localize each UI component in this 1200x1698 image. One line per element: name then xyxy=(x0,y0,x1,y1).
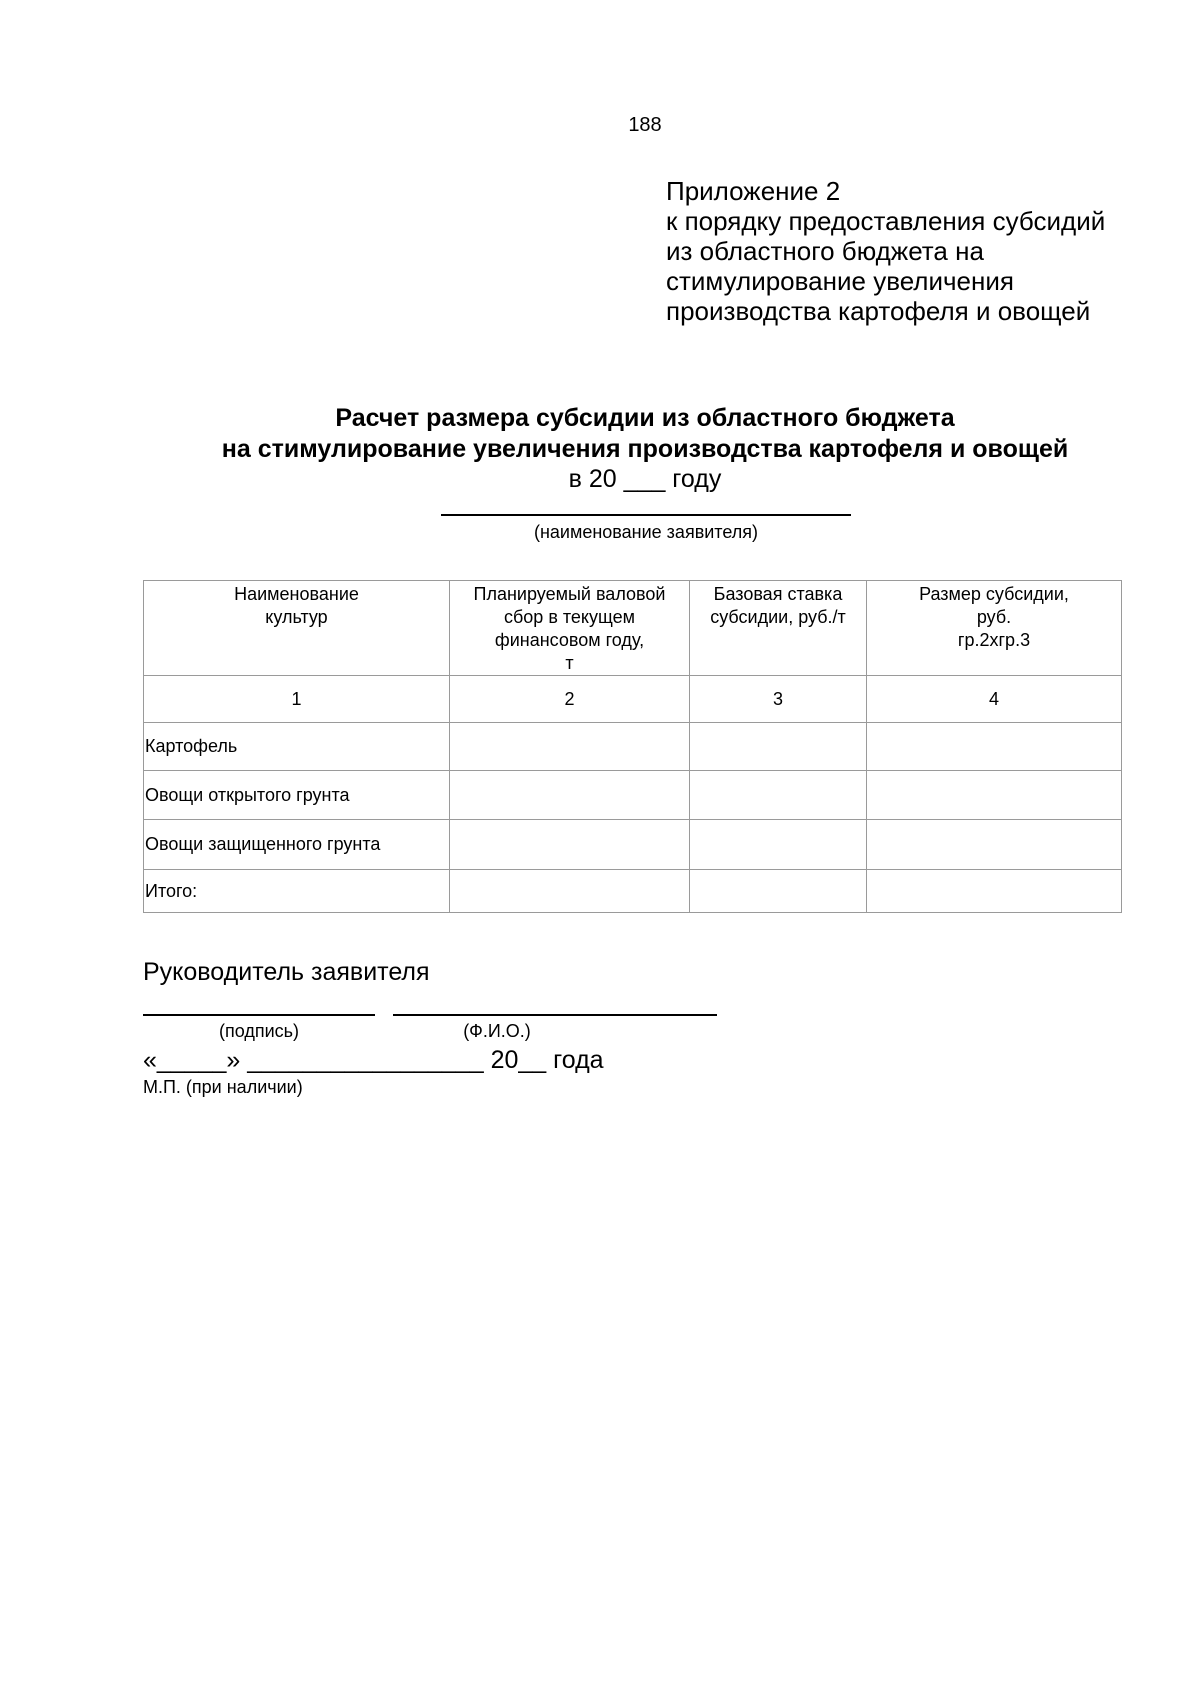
base-rate-cell[interactable] xyxy=(690,820,867,870)
subsidy-amount-cell[interactable] xyxy=(867,723,1122,771)
date-line: «_____» _________________ 20__ года xyxy=(143,1046,604,1074)
crop-name-cell: Итого: xyxy=(144,870,450,913)
crop-name-cell: Овощи защищенного грунта xyxy=(144,820,450,870)
appendix-line: к порядку предоставления субсидий xyxy=(666,206,1106,236)
table-header-row xyxy=(144,581,1122,676)
base-rate-cell[interactable] xyxy=(690,771,867,820)
base-rate-cell[interactable] xyxy=(690,723,867,771)
column-number: 2 xyxy=(450,676,690,723)
appendix-line: Приложение 2 xyxy=(666,176,841,206)
header-base-rate: Базовая ставка субсидии, руб./т xyxy=(690,581,867,676)
planned-harvest-cell[interactable] xyxy=(450,771,690,820)
title-line-2: на стимулирование увеличения производства картофеля и овощей xyxy=(221,435,1069,463)
planned-harvest-cell[interactable] xyxy=(450,723,690,771)
full-name-caption: (Ф.И.О.) xyxy=(463,1021,531,1041)
table-row xyxy=(144,771,1122,820)
header-crop-name: Наименование культур xyxy=(144,581,450,676)
applicant-caption: (наименование заявителя) xyxy=(533,522,759,542)
signature-caption: (подпись) xyxy=(218,1021,300,1041)
title-line-1: Расчет размера субсидии из областного бюджета xyxy=(335,404,955,432)
stamp-note: М.П. (при наличии) xyxy=(143,1077,303,1097)
header-subsidy-amount: Размер субсидии, руб. гр.2хгр.3 xyxy=(867,581,1122,676)
table-row-total xyxy=(144,870,1122,913)
full-name-blank xyxy=(393,1014,717,1016)
signature-blank xyxy=(143,1014,375,1016)
header-planned-harvest: Планируемый валовой сбор в текущем финансовом году, т xyxy=(450,581,690,676)
column-number: 3 xyxy=(690,676,867,723)
page-number: 188 xyxy=(628,114,662,136)
crop-name-cell: Овощи открытого грунта xyxy=(144,771,450,820)
base-rate-cell[interactable] xyxy=(690,870,867,913)
subsidy-amount-cell[interactable] xyxy=(867,820,1122,870)
subsidy-amount-cell[interactable] xyxy=(867,771,1122,820)
planned-harvest-cell[interactable] xyxy=(450,820,690,870)
column-number: 4 xyxy=(867,676,1122,723)
year-line: в 20 ___ году xyxy=(568,465,722,493)
planned-harvest-cell[interactable] xyxy=(450,870,690,913)
table-row xyxy=(144,820,1122,870)
subsidy-table xyxy=(143,580,1122,913)
table-row xyxy=(144,723,1122,771)
signer-title: Руководитель заявителя xyxy=(143,958,430,986)
document-title xyxy=(0,403,1200,465)
column-number-row xyxy=(144,676,1122,723)
applicant-name-blank xyxy=(441,514,851,516)
appendix-note xyxy=(666,176,1186,326)
appendix-line: стимулирование увеличения xyxy=(666,266,1014,296)
appendix-line: из областного бюджета на xyxy=(666,236,984,266)
subsidy-amount-cell[interactable] xyxy=(867,870,1122,913)
appendix-line: производства картофеля и овощей xyxy=(666,296,1091,326)
column-number: 1 xyxy=(144,676,450,723)
crop-name-cell: Картофель xyxy=(144,723,450,771)
